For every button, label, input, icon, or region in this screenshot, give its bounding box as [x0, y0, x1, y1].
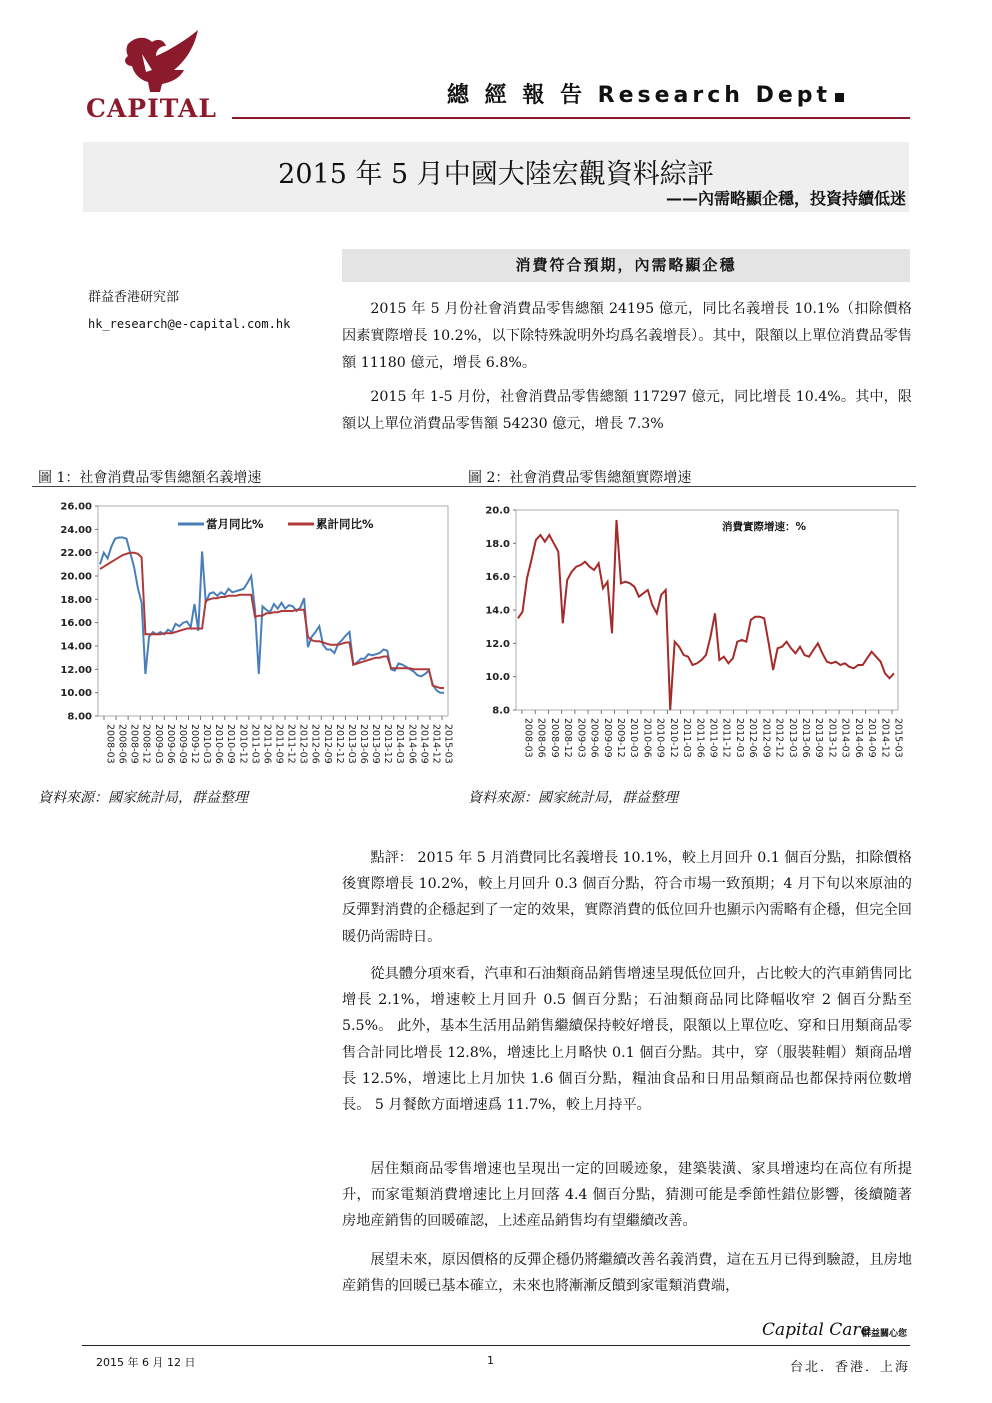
figure-2-source: 資料來源：國家統計局，群益整理: [468, 790, 678, 806]
x-tick-label: 2013-09: [813, 718, 825, 758]
header-rule: [232, 117, 910, 119]
y-tick-label: 14.0: [485, 605, 510, 617]
plot-area: [516, 510, 898, 710]
x-tick-label: 2012-03: [297, 724, 309, 764]
x-tick-label: 2015-03: [892, 718, 904, 758]
y-tick-label: 16.00: [60, 618, 92, 630]
x-tick-label: 2010-03: [201, 724, 213, 764]
x-tick-label: 2014-06: [852, 718, 864, 758]
series-line-2: [100, 553, 444, 688]
x-tick-label: 2008-06: [535, 718, 547, 758]
x-tick-label: 2013-12: [382, 724, 394, 764]
y-tick-label: 8.0: [492, 705, 510, 717]
x-tick-label: 2008-09: [548, 718, 560, 758]
figure-rule: [32, 486, 916, 487]
footer-rule: [82, 1345, 910, 1346]
x-tick-label: 2010-06: [641, 718, 653, 758]
x-tick-label: 2010-12: [237, 724, 249, 764]
x-tick-label: 2011-12: [285, 724, 297, 764]
y-tick-label: 18.0: [485, 538, 510, 550]
x-tick-label: 2009-06: [588, 718, 600, 758]
header-title: 總 經 報 告 Research Dept: [447, 78, 844, 109]
paragraph-1: 2015 年 5 月份社會消費品零售總額 24195 億元，同比名義增長 10.1%（扣除價格因素實際增長 10.2%，以下除特殊說明外均爲名義增長）。其中，限額以上單位消費品零售額 11180 億元，增長 6.8%。: [342, 301, 912, 371]
y-tick-label: 12.0: [485, 638, 510, 650]
header-square-icon: [835, 93, 844, 102]
section-heading: 消費符合預期，內需略顯企穩: [342, 249, 910, 282]
x-tick-label: 2012-12: [773, 718, 785, 758]
x-tick-label: 2013-09: [370, 724, 382, 764]
title-band: [83, 142, 909, 212]
comment-paragraph-2: 從具體分項來看，汽車和石油類商品銷售增速呈現低位回升，占比較大的汽車銷售同比增長 2.1%，增速較上月回升 0.5 個百分點；石油類商品同比降幅收窄 2 個百分點至 5.5%。 此外，基本生活用品銷售繼續保持較好增長，限額以上單位吃、穿和日用類商品零售合計同比增長 12.8%，增速比上月略快 0.1 個百分點。其中，穿（服裝鞋帽）類商品增長 12.5%，增速比上月加快 1.6 個百分點，糧油食品和日用品類商品也都保持兩位數增長。 5 月餐飲方面增速爲 11.7%，較上月持平。: [342, 966, 912, 1114]
x-tick-label: 2010-06: [213, 724, 225, 764]
y-tick-label: 16.0: [485, 572, 510, 584]
x-tick-label: 2012-06: [309, 724, 321, 764]
x-tick-label: 2014-12: [879, 718, 891, 758]
author-email[interactable]: hk_research@e-capital.com.hk: [88, 317, 291, 331]
x-tick-label: 2012-09: [321, 724, 333, 764]
y-tick-label: 24.00: [60, 524, 92, 536]
plot-area: [98, 506, 448, 716]
chart-2-real-growth: [468, 496, 908, 782]
y-tick-label: 18.00: [60, 594, 92, 606]
x-tick-label: 2012-12: [333, 724, 345, 764]
legend-label: 消費實際增速：%: [722, 521, 807, 533]
comment-paragraph-1: 點評： 2015 年 5 月消費同比名義增長 10.1%，較上月回升 0.1 個百分點，扣除價格後實際增長 10.2%，較上月回升 0.3 個百分點，符合市場一致預期；4 月下旬以來原油的反彈對消費的企穩起到了一定的效果，實際消費的低位回升也顯示內需略有企穩，但完全回暖仍尚需時日。: [342, 850, 912, 945]
figure-1-source: 資料來源：國家統計局，群益整理: [38, 790, 248, 806]
y-tick-label: 20.00: [60, 571, 92, 583]
y-tick-label: 8.00: [67, 711, 92, 723]
series-line-1: [518, 520, 894, 710]
paragraph-2: 2015 年 1-5 月份，社會消費品零售總額 117297 億元，同比增長 10.4%。其中，限額以上單位消費品零售額 54230 億元，增長 7.3%: [342, 389, 912, 432]
x-tick-label: 2010-03: [628, 718, 640, 758]
x-tick-label: 2013-03: [786, 718, 798, 758]
y-tick-label: 12.00: [60, 664, 92, 676]
x-tick-label: 2008-03: [522, 718, 534, 758]
x-tick-label: 2008-12: [140, 724, 152, 764]
x-tick-label: 2012-06: [747, 718, 759, 758]
x-tick-label: 2015-03: [442, 724, 454, 764]
comment-paragraph-4: 展望未來，原因價格的反彈企穩仍將繼續改善名義消費，這在五月已得到驗證，且房地産銷售的回暖已基本確立，未來也將漸漸反饋到家電類消費端，: [342, 1252, 912, 1295]
x-tick-label: 2014-06: [406, 724, 418, 764]
x-tick-label: 2010-09: [654, 718, 666, 758]
legend-label: 當月同比%: [206, 517, 264, 531]
x-tick-label: 2011-03: [681, 718, 693, 758]
series-line-1: [100, 538, 444, 693]
comment-paragraph-3: 居住類商品零售增速也呈現出一定的回暖迹象，建築裝潢、家具增速均在高位有所提升，而家電類消費增速比上月回落 4.4 個百分點，猜測可能是季節性錯位影響，後續隨著房地産銷售的回暖確認，上述産品銷售均有望繼續改善。: [342, 1161, 912, 1230]
x-tick-label: 2008-12: [562, 718, 574, 758]
x-tick-label: 2014-09: [418, 724, 430, 764]
y-tick-label: 10.00: [60, 688, 92, 700]
x-tick-label: 2013-12: [826, 718, 838, 758]
y-tick-label: 14.00: [60, 641, 92, 653]
chart-1-nominal-growth: [38, 492, 458, 782]
x-tick-label: 2011-06: [261, 724, 273, 764]
x-tick-label: 2014-03: [839, 718, 851, 758]
x-tick-label: 2009-06: [164, 724, 176, 764]
x-tick-label: 2014-12: [430, 724, 442, 764]
x-tick-label: 2010-12: [667, 718, 679, 758]
x-tick-label: 2014-03: [394, 724, 406, 764]
x-tick-label: 2009-12: [189, 724, 200, 764]
x-tick-label: 2009-12: [615, 718, 626, 758]
x-tick-label: 2008-06: [116, 724, 128, 764]
x-tick-label: 2011-12: [720, 718, 732, 758]
y-tick-label: 20.0: [485, 505, 510, 517]
x-tick-label: 2009-09: [176, 724, 188, 764]
x-tick-label: 2011-09: [707, 718, 719, 758]
capital-care-brand: Capital Care: [762, 1320, 871, 1340]
x-tick-label: 2013-06: [358, 724, 369, 764]
x-tick-label: 2009-03: [152, 724, 164, 764]
x-tick-label: 2008-03: [104, 724, 116, 764]
y-tick-label: 10.0: [485, 672, 510, 684]
y-tick-label: 22.00: [60, 548, 92, 560]
y-tick-label: 26.00: [60, 501, 92, 513]
report-subtitle: ——內需略顯企穩，投資持續低迷: [665, 189, 906, 208]
x-tick-label: 2010-09: [225, 724, 237, 764]
capital-care-brand-cn: 群益關心您: [862, 1329, 908, 1339]
legend-label: 累計同比%: [316, 517, 374, 531]
x-tick-label: 2013-06: [800, 718, 811, 758]
capital-logo-text: CAPITAL: [86, 94, 217, 123]
x-tick-label: 2009-03: [575, 718, 587, 758]
footer-cities: 台北．香港．上海: [789, 1360, 910, 1375]
footer-date: 2015 年 6 月 12 日: [96, 1356, 196, 1369]
figure-1-caption: 圖 1：社會消費品零售總額名義增速: [38, 470, 262, 486]
x-tick-label: 2011-06: [694, 718, 706, 758]
author-dept: 群益香港研究部: [88, 290, 180, 305]
x-tick-label: 2009-09: [601, 718, 613, 758]
figure-2-caption: 圖 2：社會消費品零售總額實際增速: [468, 470, 692, 486]
x-tick-label: 2013-03: [345, 724, 357, 764]
capital-logo: [86, 30, 236, 123]
x-tick-label: 2008-09: [128, 724, 140, 764]
report-title: 2015 年 5 月中國大陸宏觀資料綜評: [278, 159, 714, 190]
x-tick-label: 2012-03: [733, 718, 745, 758]
page-number: 1: [487, 1354, 494, 1367]
x-tick-label: 2012-09: [760, 718, 772, 758]
x-tick-label: 2011-09: [273, 724, 285, 764]
x-tick-label: 2014-09: [866, 718, 878, 758]
x-tick-label: 2011-03: [249, 724, 261, 764]
